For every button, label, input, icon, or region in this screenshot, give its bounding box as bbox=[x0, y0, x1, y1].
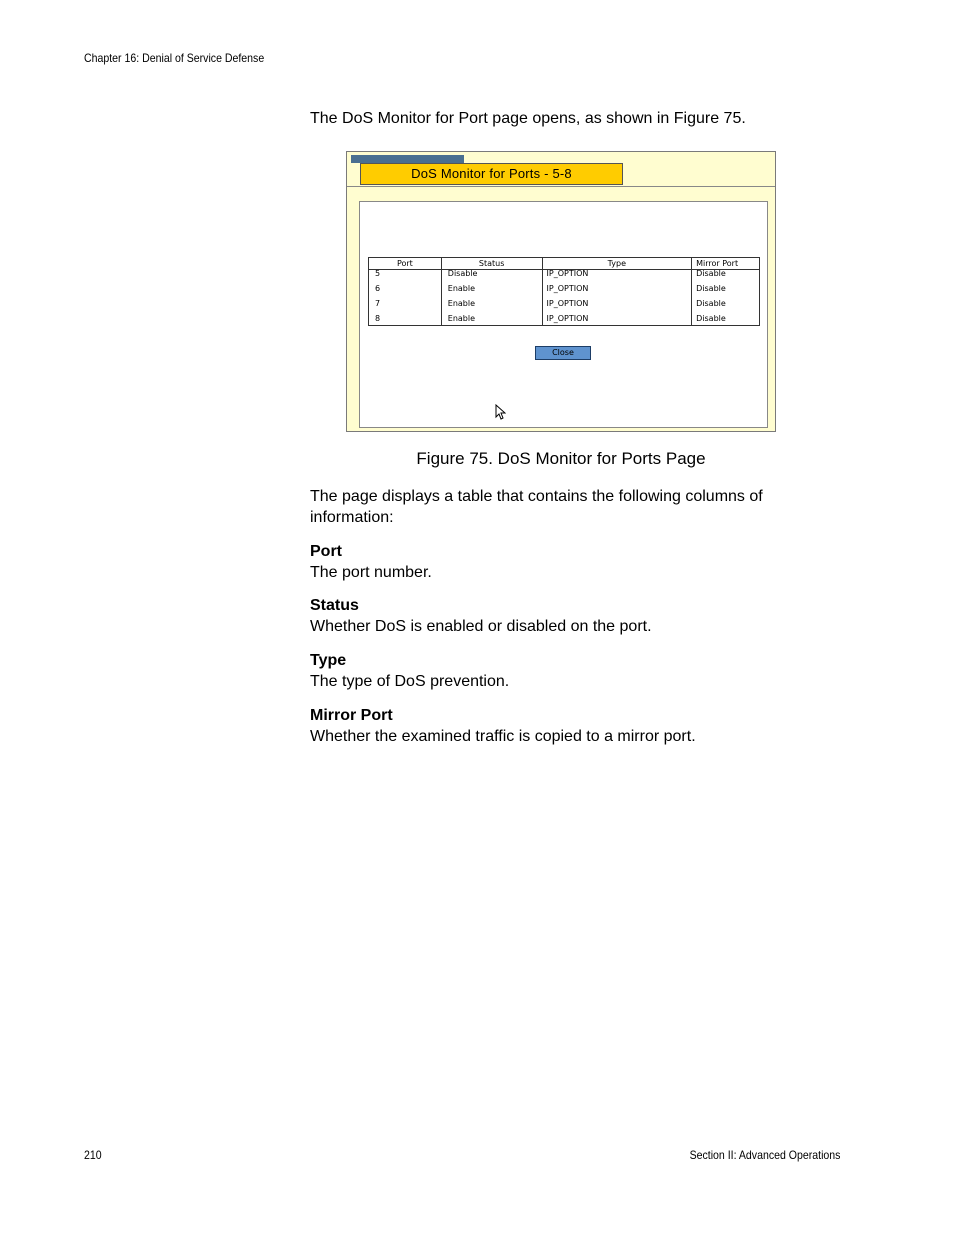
dos-monitor-panel bbox=[359, 201, 768, 428]
definition-description: Whether DoS is enabled or disabled on the port. bbox=[310, 618, 652, 635]
column-header-port: Port bbox=[369, 258, 442, 270]
mirror-port-cell: Disable bbox=[692, 285, 760, 300]
table-row bbox=[369, 270, 760, 286]
definition-type bbox=[310, 650, 810, 692]
column-header-mirror-port: Mirror Port bbox=[692, 258, 760, 270]
column-header-status: Status bbox=[441, 258, 542, 270]
definition-description: The port number. bbox=[310, 564, 432, 581]
mirror-port-cell: Disable bbox=[692, 315, 760, 326]
mouse-cursor-icon bbox=[495, 404, 506, 420]
status-cell: Enable bbox=[441, 285, 542, 300]
type-cell: IP_OPTION bbox=[542, 300, 692, 315]
port-cell: 8 bbox=[369, 315, 442, 326]
definition-status bbox=[310, 595, 810, 637]
dos-monitor-table bbox=[368, 257, 760, 326]
type-cell: IP_OPTION bbox=[542, 315, 692, 326]
status-cell: Disable bbox=[441, 270, 542, 286]
table-row bbox=[369, 285, 760, 300]
section-footer: Section II: Advanced Operations bbox=[689, 1148, 840, 1162]
definition-term: Port bbox=[310, 543, 342, 560]
column-header-type: Type bbox=[542, 258, 692, 270]
description-paragraph: The page displays a table that contains the following columns of information: bbox=[310, 488, 763, 526]
definition-description: The type of DoS prevention. bbox=[310, 673, 510, 690]
port-cell: 7 bbox=[369, 300, 442, 315]
page-number: 210 bbox=[84, 1148, 102, 1162]
table-row bbox=[369, 315, 760, 326]
definition-term: Type bbox=[310, 652, 347, 669]
definition-description: Whether the examined traffic is copied to a mirror port. bbox=[310, 728, 696, 745]
table-row bbox=[369, 300, 760, 315]
table-header-row bbox=[369, 258, 760, 270]
mirror-port-cell: Disable bbox=[692, 300, 760, 315]
definition-term: Mirror Port bbox=[310, 707, 393, 724]
close-button[interactable]: Close bbox=[535, 346, 591, 360]
definition-mirror-port bbox=[310, 705, 810, 747]
window-tab-strip bbox=[351, 155, 464, 163]
dos-monitor-title: DoS Monitor for Ports - 5-8 bbox=[360, 163, 623, 185]
status-cell: Enable bbox=[441, 315, 542, 326]
title-divider bbox=[347, 186, 775, 187]
definition-term: Status bbox=[310, 597, 359, 614]
definition-port bbox=[310, 541, 810, 583]
figure-caption: Figure 75. DoS Monitor for Ports Page bbox=[416, 449, 706, 468]
dos-monitor-figure bbox=[346, 151, 776, 432]
mirror-port-cell: Disable bbox=[692, 270, 760, 286]
port-cell: 6 bbox=[369, 285, 442, 300]
port-cell: 5 bbox=[369, 270, 442, 286]
type-cell: IP_OPTION bbox=[542, 270, 692, 286]
chapter-header: Chapter 16: Denial of Service Defense bbox=[84, 51, 265, 65]
intro-paragraph: The DoS Monitor for Port page opens, as shown in Figure 75. bbox=[310, 110, 746, 127]
status-cell: Enable bbox=[441, 300, 542, 315]
type-cell: IP_OPTION bbox=[542, 285, 692, 300]
